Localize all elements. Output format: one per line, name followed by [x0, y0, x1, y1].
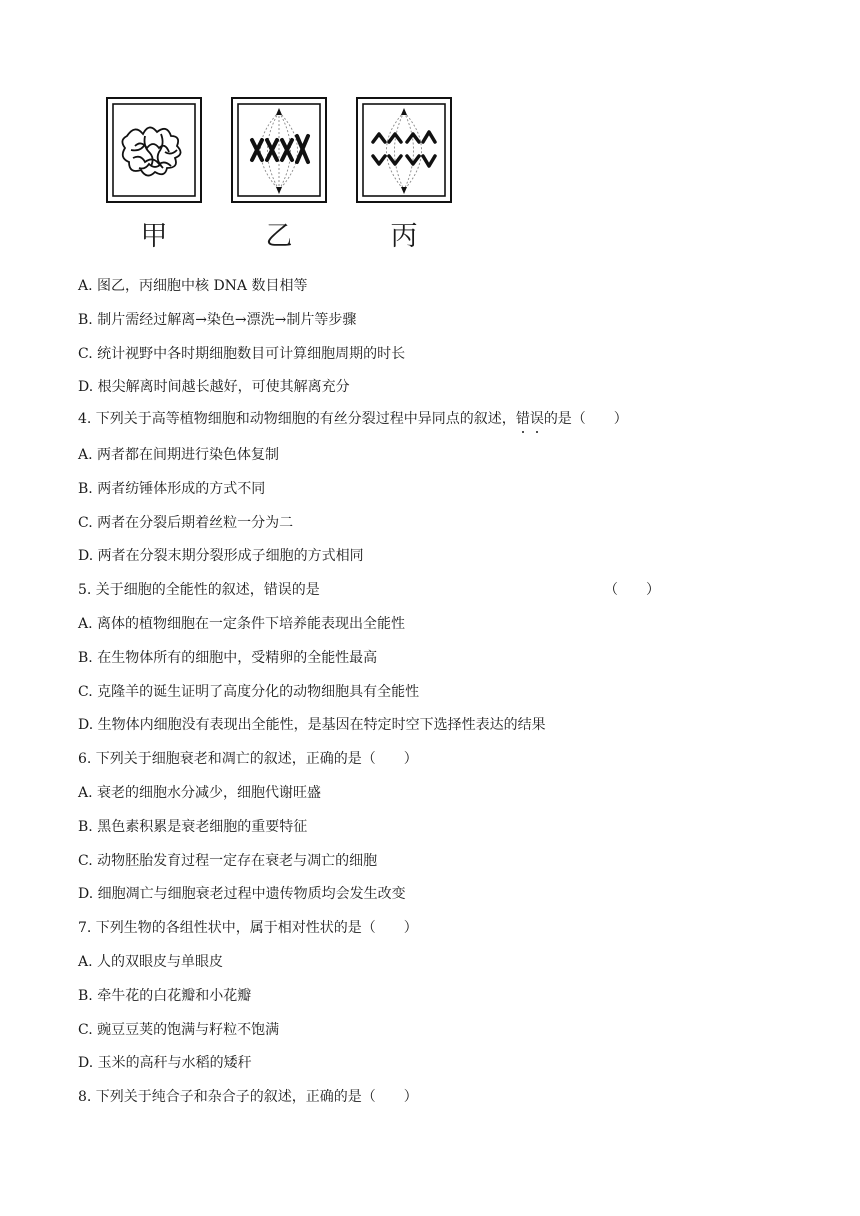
q7-option-a: A. 人的双眼皮与单眼皮	[78, 954, 224, 970]
q5-option-b: B. 在生物体所有的细胞中，受精卵的全能性最高	[78, 650, 378, 666]
q6-option-b: B. 黑色素积累是衰老细胞的重要特征	[78, 819, 308, 835]
q4-option-d: D. 两者在分裂末期分裂形成子细胞的方式相同	[78, 548, 364, 564]
figure-caption-jia: 甲	[140, 221, 168, 252]
q3-option-b: B. 制片需经过解离→染色→漂洗→制片等步骤	[78, 312, 357, 328]
q7-option-b: B. 牵牛花的白花瓣和小花瓣	[78, 988, 252, 1004]
q4-stem-start: 4. 下列关于高等植物细胞和动物细胞的有丝分裂过程中异同点的叙述，	[78, 411, 516, 427]
q6-option-c: C. 动物胚胎发育过程一定存在衰老与凋亡的细胞	[78, 853, 378, 869]
q5-answer-paren: （ ）	[604, 582, 660, 598]
q4-option-a: A. 两者都在间期进行染色体复制	[78, 447, 280, 463]
q4-stem-end: 的是（ ）	[543, 411, 628, 427]
q7-stem: 7. 下列生物的各组性状中，属于相对性状的是（ ）	[78, 920, 418, 936]
figure-caption-yi: 乙	[265, 221, 293, 252]
q4-option-b: B. 两者纺锤体形成的方式不同	[78, 481, 266, 497]
q3-option-a: A. 图乙，丙细胞中核 DNA 数目相等	[78, 278, 308, 294]
q7-option-c: C. 豌豆豆荚的饱满与籽粒不饱满	[78, 1022, 280, 1038]
q6-option-a: A. 衰老的细胞水分减少，细胞代谢旺盛	[78, 785, 322, 801]
q6-stem: 6. 下列关于细胞衰老和凋亡的叙述，正确的是（ ）	[78, 751, 418, 767]
metaphase-chromosomes-icon	[230, 96, 328, 204]
figure-caption-bing: 丙	[390, 221, 418, 252]
anaphase-chromosomes-icon	[355, 96, 453, 204]
q5-option-a: A. 离体的植物细胞在一定条件下培养能表现出全能性	[78, 616, 406, 632]
q5-option-d: D. 生物体内细胞没有表现出全能性，是基因在特定时空下选择性表达的结果	[78, 717, 546, 733]
q3-option-d: D. 根尖解离时间越长越好，可使其解离充分	[78, 379, 350, 395]
q7-option-d: D. 玉米的高秆与水稻的矮秆	[78, 1055, 252, 1071]
cell-division-figure	[100, 92, 460, 252]
q8-stem: 8. 下列关于纯合子和杂合子的叙述，正确的是（ ）	[78, 1089, 418, 1105]
q4-emphasis-wu: 误	[529, 411, 544, 427]
q3-option-c: C. 统计视野中各时期细胞数目可计算细胞周期的时长	[78, 346, 406, 362]
q5-stem: 5. 关于细胞的全能性的叙述，错误的是	[78, 582, 320, 598]
q5-option-c: C. 克隆羊的诞生证明了高度分化的动物细胞具有全能性	[78, 684, 420, 700]
q6-option-d: D. 细胞凋亡与细胞衰老过程中遗传物质均会发生改变	[78, 886, 406, 902]
q4-emphasis-cuo: 错	[515, 411, 530, 427]
interphase-chromatin-icon	[105, 96, 203, 204]
q4-option-c: C. 两者在分裂后期着丝粒一分为二	[78, 515, 294, 531]
q4-stem	[78, 410, 628, 428]
